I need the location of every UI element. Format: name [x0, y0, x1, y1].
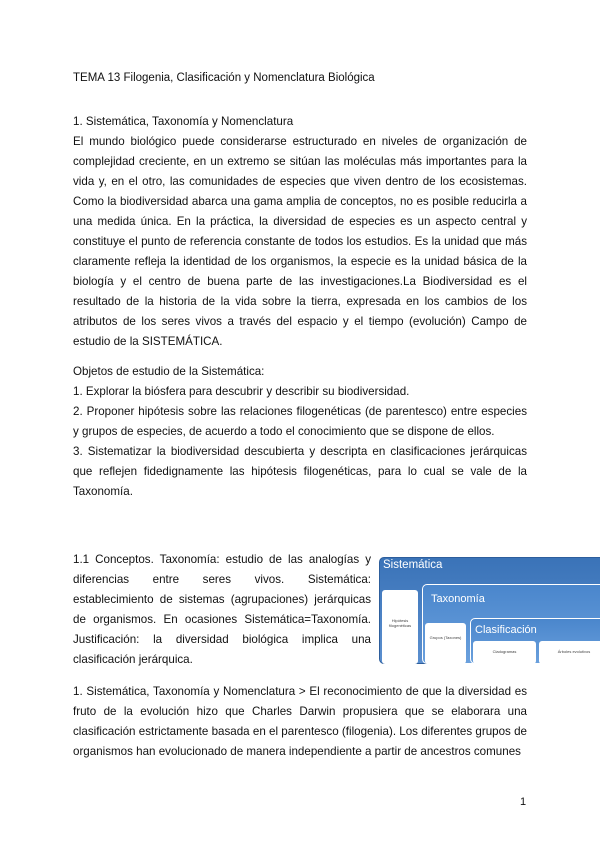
- taxonomia-label: Taxonomía: [431, 593, 485, 605]
- objective-item: 1. Explorar la biósfera para descubrir y describir su biodiversidad.: [73, 385, 410, 398]
- arboles-box: Árboles evolutivos: [539, 641, 600, 664]
- page-number: 1: [520, 796, 527, 808]
- closing-paragraph: [73, 682, 527, 762]
- closing-text: 1. Sistemática, Taxonomía y Nomenclatura > El reconocimiento de que la diversidad es fruto de la evolución hizo que Charles Darwin propusiera que se elaborara una clasificación estrictamente basada en el parentesco (filogenia). Los diferentes grupos de organismos han evolucionado de manera independiente a partir de ancestros comunes: [73, 685, 527, 758]
- document-title: TEMA 13 Filogenia, Clasificación y Nomenclatura Biológica: [73, 72, 375, 84]
- objectives-heading: Objetos de estudio de la Sistemática:: [73, 365, 265, 378]
- cladogramas-box: Cladogramas: [473, 641, 536, 664]
- grupos-box: Grupos (Taxones): [425, 623, 466, 664]
- objectives-section: [73, 362, 527, 502]
- section-heading: 1. Sistemática, Taxonomía y Nomenclatura: [73, 115, 294, 128]
- concepts-paragraph: [73, 550, 371, 670]
- intro-paragraph: [73, 132, 527, 352]
- concepts-text: 1.1 Conceptos. Taxonomía: estudio de las analogías y diferencias entre seres vivos. Sistemática: establecimiento de sistemas (agrupaciones) jerárquicas de organismos. En ocasiones Sistemática=Taxonomía. Justificación: la diversidad biológica implica una clasificación jerárquica.: [73, 553, 371, 666]
- systematics-diagram: [379, 557, 600, 664]
- clasificacion-label: Clasificación: [475, 624, 537, 636]
- objective-item: 2. Proponer hipótesis sobre las relaciones filogenéticas (de parentesco) entre especies y grupos de especies, de acuerdo a todo el conocimiento que se dispone de ellos.: [73, 405, 527, 438]
- paragraph-text: El mundo biológico puede considerarse estructurado en niveles de organización de complejidad creciente, en un extremo se sitúan las moléculas más importantes para la vida y, en el otro, las comunidades de especies que viven dentro de los ecosistemas. Como la biodiversidad abarca una gama amplia de conceptos, no es posible reducirla a una medida única. En la práctica, la diversidad de especies es un aspecto central y constituye el punto de referencia constante de todos los estudios. Es la unidad que más claramente refleja la identidad de los organismos, la especie es la unidad básica de la biología y el centro de buena parte de las investigaciones.La Biodiversidad es el resultado de la historia de la vida sobre la tierra, expresada en los cambios de los atributos de los seres vivos a través del espacio y el tiempo (evolución) Campo de estudio de la SISTEMÁTICA.: [73, 135, 527, 348]
- objective-item: 3. Sistematizar la biodiversidad descubierta y descripta en clasificaciones jerárquicas que reflejen fidedignamente las hipótesis filogenéticas, para lo cual se vale de la Taxonomía.: [73, 445, 527, 498]
- sistematica-label: Sistemática: [383, 559, 443, 571]
- hipotesis-box: Hipótesis filogenéticas: [382, 590, 418, 664]
